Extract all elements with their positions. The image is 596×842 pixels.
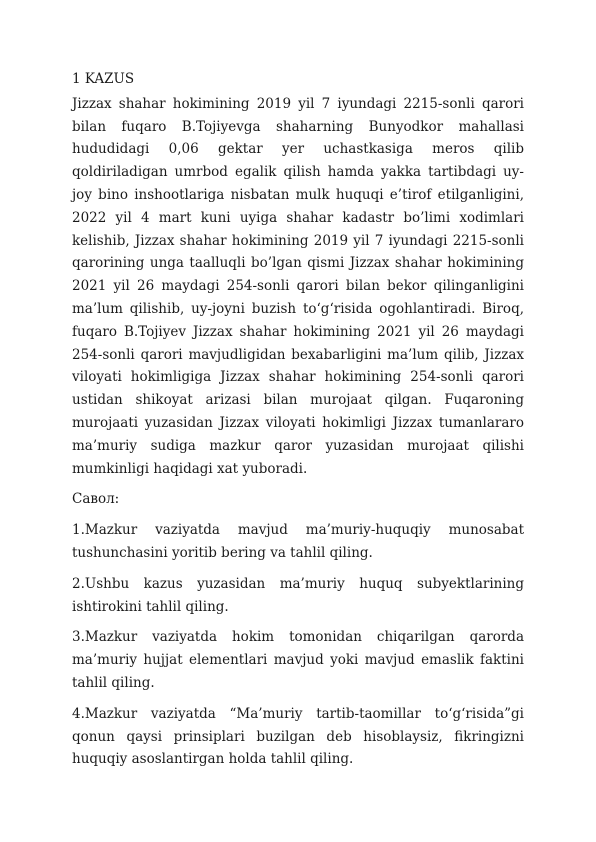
question-1: 1.Mazkur vaziyatda mavjud ma’muriy-huquqiy munosabat tushunchasini yoritib bering va tahlil qiling. [72, 522, 524, 561]
question-3: 3.Mazkur vaziyatda hokim tomonidan chiqarilgan qarorda ma’muriy hujjat elementlari mavjud yoki mavjud emaslik faktini tahlil qiling. [72, 629, 524, 691]
case-heading: 1 KAZUS [72, 71, 135, 87]
questions-label: Савол: [72, 491, 120, 508]
case-text: Jizzax shahar hokimining 2019 yil 7 iyundagi 2215-sonli qarori bilan fuqaro B.Tojiyevga shaharning Bunyodkor mahallasi hududidagi 0,06 gektar yer uchastkasiga meros qilib qoldiriladigan umrbod egalik qilish hamda yakka tartibdagi uy-joy bino inshootlariga nisbatan mulk huquqi e’tirof etilganligini, 2022 yil 4 mart kuni uyiga shahar kadastr bo’limi xodimlari kelishib, Jizzax shahar hokimining 2019 yil 7 iyundagi 2215-sonli qarorining unga taalluqli bo’lgan qismi Jizzax shahar hokimining 2021 yil 26 maydagi 254-sonli qarori bilan bekor qilinganligini ma’lum qilishib, uy-joyni buzish to‘g‘risida ogohlantiradi. Biroq, fuqaro B.Tojiyev Jizzax shahar hokimining 2021 yil 26 maydagi 254-sonli qarori mavjudligidan bexabarligini ma’lum qilib, Jizzax viloyati hokimligiga Jizzax shahar hokimining 254-sonli qarori ustidan shikoyat arizasi bilan murojaat qilgan. Fuqaroning murojaati yuzasidan Jizzax viloyati hokimligi Jizzax tumanlararo ma’muriy sudiga mazkur qaror yuzasidan murojaat qilishi mumkinligi haqidagi xat yuboradi. [72, 95, 524, 477]
question-4: 4.Mazkur vaziyatda “Ma’muriy tartib-taomillar to‘g‘risida”gi qonun qaysi prinsiplari buzilgan deb hisoblaysiz, fikringizni huquqiy asoslantirgan holda tahlil qiling. [72, 705, 524, 768]
question-2: 2.Ushbu kazus yuzasidan ma’muriy huquq subyektlarining ishtirokini tahlil qiling. [72, 575, 524, 615]
